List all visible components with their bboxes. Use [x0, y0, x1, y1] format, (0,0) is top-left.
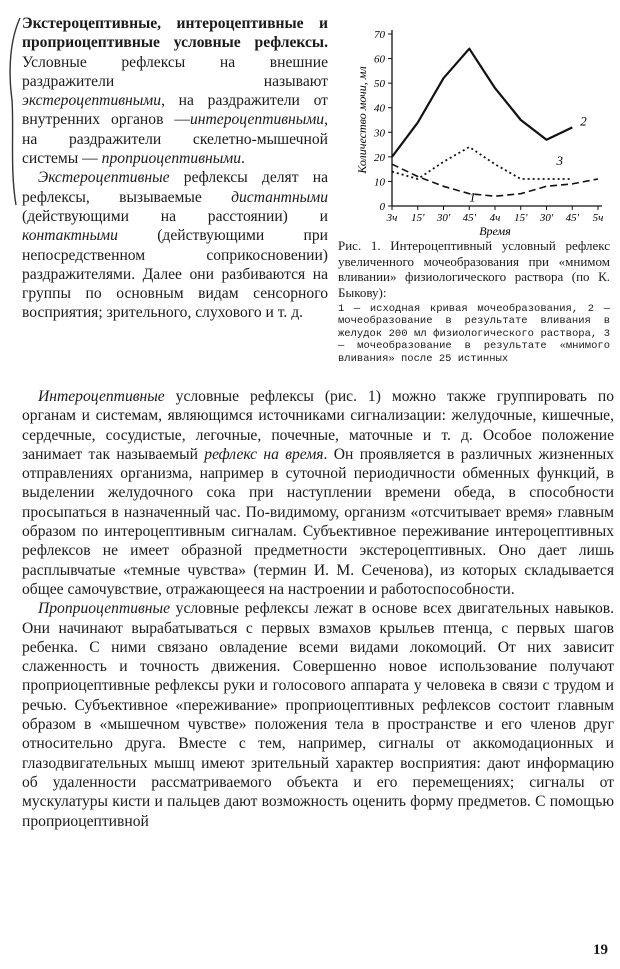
x-tick-label: 15' [514, 212, 528, 224]
series-1-line [392, 164, 598, 196]
x-tick-label: 45' [462, 212, 476, 224]
series-2-line [392, 49, 572, 157]
x-tick-label: 30' [539, 212, 554, 224]
y-tick-label: 20 [374, 151, 385, 164]
paragraph-interoceptive: Интероцептивные условные рефлексы (рис. 1) можно также группировать по органам и системам, являющимся источниками сигнализации: желудочные, кишечные, сердечные, сосудистые, легочные, почечные, маточные и т. д. Особое положение занимает так называемый рефлекс на время. Он проявляется в различных жизненных отправлениях организма, например в суточной периодичности обменных функций, в выделении желудочного сока при наступлении времени обеда, в способности просыпаться в назначенный час. По-видимому, организм «отсчитывает время» главным образом по интероцептивным сигналам. Субъективное переживание интероцептивных рефлексов не имеет образной предметности экстероцептивных. Оно дает лишь расплывчатые «темные чувства» (термин И. М. Сеченова), из которых складывается общее самочувствие, отражающееся на настроении и работоспособности. [22, 388, 615, 598]
x-tick-label: 3ч [386, 212, 398, 224]
y-tick-label: 60 [374, 53, 385, 66]
x-tick-label: 45' [565, 212, 579, 224]
section-intro: Экстероцептивные, интероцептивные и проприоцептивные условные рефлексы. Условные рефлексы на внешние раздражители называют экстероцептивными, на раздражители от внутренних органов —интероцептивными, на раздражители скелетно-мышечной системы — проприоцептивными. [22, 15, 328, 168]
x-tick-label: 15' [411, 212, 425, 224]
series-3-line [392, 147, 572, 179]
figure-chart [332, 8, 614, 238]
page-number: 19 [593, 942, 608, 958]
section-heading: Экстероцептивные, интероцептивные и проприоцептивные условные рефлексы. [22, 15, 328, 52]
series-2-label: 2 [580, 113, 587, 129]
left-column [22, 14, 328, 323]
y-axis-label: Количество мочи, мл [355, 66, 369, 174]
x-tick-label: 4ч [489, 212, 501, 224]
x-tick-label: 30' [436, 212, 451, 224]
x-tick-label: 5ч [592, 212, 604, 224]
series-1-label: 1 [469, 189, 476, 205]
figure-caption-block [338, 238, 610, 365]
paragraph-proprioceptive: Проприоцептивные условные рефлексы лежат в основе всех двигательных навыков. Они начинают вырабатываться с первых взмахов крыльев птенца, с первых шагов ребенка. С ними связано овладение всеми видами локомоций. От них зависит слаженность и точность движения. Совершенно новое использование получают проприоцептивные рефлексы руки и голосового аппарата у человека в связи с трудом и речью. Субъективное «переживание» проприоцептивных рефлексов состоит главным образом в «мышечном чувстве» положения тела в пространстве и его членов друг относительно друга. Вместе с тем, например, сигналы от аккомодационных и глазодвигательных мышц имеют зрительный характер восприятия: дают информацию об удаленности рассматриваемого объекта и его перемещениях; сигналы от мускулатуры кисти и пальцев дают возможность оценить форму предметов. С помощью проприоцептивной [22, 600, 614, 830]
y-tick-label: 50 [374, 78, 385, 91]
figure-caption: Рис. 1. Интероцептивный условный рефлекс увеличенного мочеобразования при «мнимом вливании» физиологического раствора (по К. Быкову): [338, 238, 610, 300]
y-tick-label: 30 [374, 127, 385, 140]
full-width-text [22, 387, 614, 831]
series-3-label: 3 [556, 152, 563, 168]
y-tick-label: 70 [374, 29, 385, 41]
figure-legend: 1 — исходная кривая мочеобразования, 2 — мочеобразование в результате вливания в желудок 200 мл физиологического раствора, 3 — мочеобразование в результате «мнимого вливания» после 25 истинных [338, 303, 610, 365]
x-axis-label: Время [479, 224, 511, 238]
paragraph-exteroceptive: Экстероцептивные рефлексы делят на рефлексы, вызываемые дистантными (действующими на расстоянии) и контактными (действующими при непосредственном соприкосновении) раздражителями. Далее они разбиваются на группы по основным видам сенсорного восприятия; зрительного, слухового и т. д. [22, 169, 328, 322]
y-tick-label: 40 [374, 102, 385, 115]
y-tick-label: 10 [374, 176, 385, 189]
y-tick-label: 0 [379, 201, 385, 213]
